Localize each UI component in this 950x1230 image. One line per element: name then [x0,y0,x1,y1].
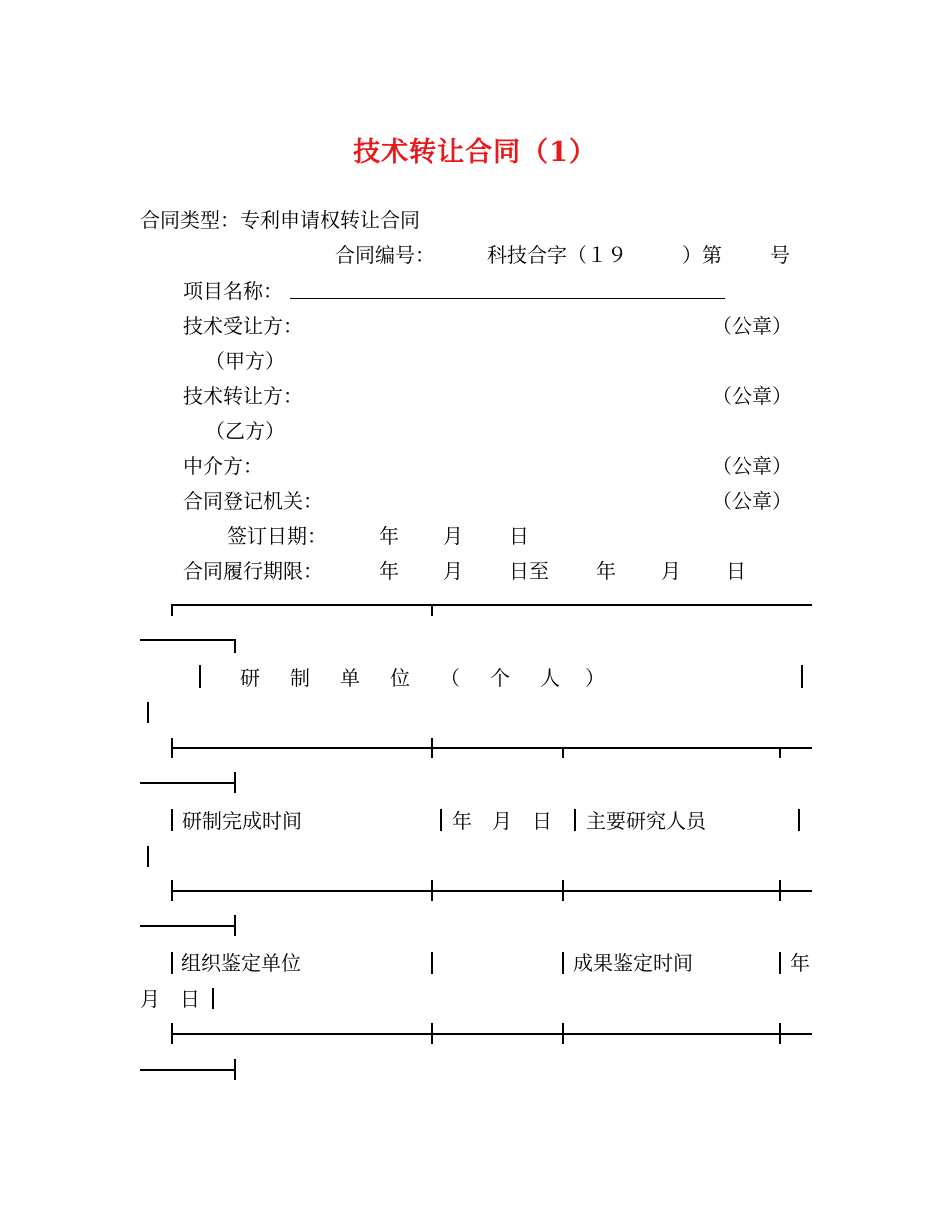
table-border-line [798,809,800,831]
table-border-line [431,952,433,974]
contract-number-prefix: 科技合字（１９ [487,243,627,267]
sign-month: 月 [443,524,463,548]
project-name-underline [290,298,725,299]
table-border-line [562,747,564,758]
table-border-line [171,890,812,892]
table-border-line [779,952,781,974]
table-border-line [199,665,201,688]
header-char: 人 [540,666,560,690]
table-border-line [562,1023,564,1044]
term-label: 合同履行期限： [183,559,323,583]
table-border-line [431,738,433,758]
appraisal-unit-label: 组织鉴定单位 [181,951,301,975]
table-border-line [171,1033,812,1035]
table-border-line [431,604,433,616]
header-char: 研 [240,666,260,690]
transferor-seal: （公章） [712,384,792,408]
sign-day: 日 [509,524,529,548]
term-end-year: 年 [596,559,616,583]
table-border-line [140,925,236,927]
registry-label: 合同登记机关： [183,489,323,513]
contract-number-suffix: 号 [770,243,790,267]
table-border-line [801,665,803,688]
table-border-line [140,782,236,784]
sign-date-label: 签订日期： [227,524,327,548]
party-a-label: （甲方） [205,349,285,373]
intermediary-seal: （公章） [712,454,792,478]
table-border-line [147,846,149,867]
registry-seal: （公章） [712,489,792,513]
table-border-line [171,604,812,606]
term-start-year: 年 [379,559,399,583]
table-border-line [234,1059,236,1080]
term-end-day: 日 [726,559,746,583]
sign-year: 年 [379,524,399,548]
table-border-line [440,809,442,831]
intermediary-label: 中介方： [183,454,263,478]
header-char: 单 [340,666,360,690]
contract-number-label: 合同编号： [335,243,435,267]
table-border-line [140,639,236,641]
term-end-month: 月 [661,559,681,583]
table-border-line [562,952,564,974]
header-char: 制 [290,666,310,690]
table-border-line [562,880,564,901]
table-border-line [171,604,173,616]
table-border-line [431,880,433,901]
table-border-line [234,639,236,653]
table-border-line [234,772,236,793]
appraisal-month-day: 月 日 [140,987,200,1011]
table-border-line [779,1023,781,1044]
header-char: 个 [490,666,510,690]
table-border-line [212,988,214,1009]
header-char: （ [440,666,460,690]
table-border-line [171,880,173,901]
completion-date: 年 月 日 [452,809,552,833]
table-border-line [171,738,173,758]
appraisal-year: 年 [790,951,810,975]
completion-time-label: 研制完成时间 [182,809,302,833]
table-border-line [171,1023,173,1044]
table-border-line [779,880,781,901]
transferee-label: 技术受让方： [183,314,303,338]
table-border-line [171,809,173,831]
table-border-line [171,747,812,749]
table-border-line [234,915,236,936]
contract-type: 合同类型：专利申请权转让合同 [140,208,420,232]
header-char: 位 [390,666,410,690]
contract-number-close: ）第 [682,243,722,267]
appraisal-time-label: 成果鉴定时间 [573,951,693,975]
header-char: ） [585,666,605,690]
table-border-line [779,747,781,758]
table-border-line [574,809,576,831]
project-name-label: 项目名称： [183,279,283,303]
term-start-month: 月 [443,559,463,583]
transferor-label: 技术转让方： [183,384,303,408]
main-researchers-label: 主要研究人员 [586,809,706,833]
table-border-line [140,1069,236,1071]
table-border-line [171,952,173,974]
term-start-day-to: 日至 [509,559,549,583]
document-title: 技术转让合同（1） [353,137,597,168]
table-border-line [147,702,149,723]
transferee-seal: （公章） [712,314,792,338]
table-border-line [431,1023,433,1044]
party-b-label: （乙方） [205,419,285,443]
